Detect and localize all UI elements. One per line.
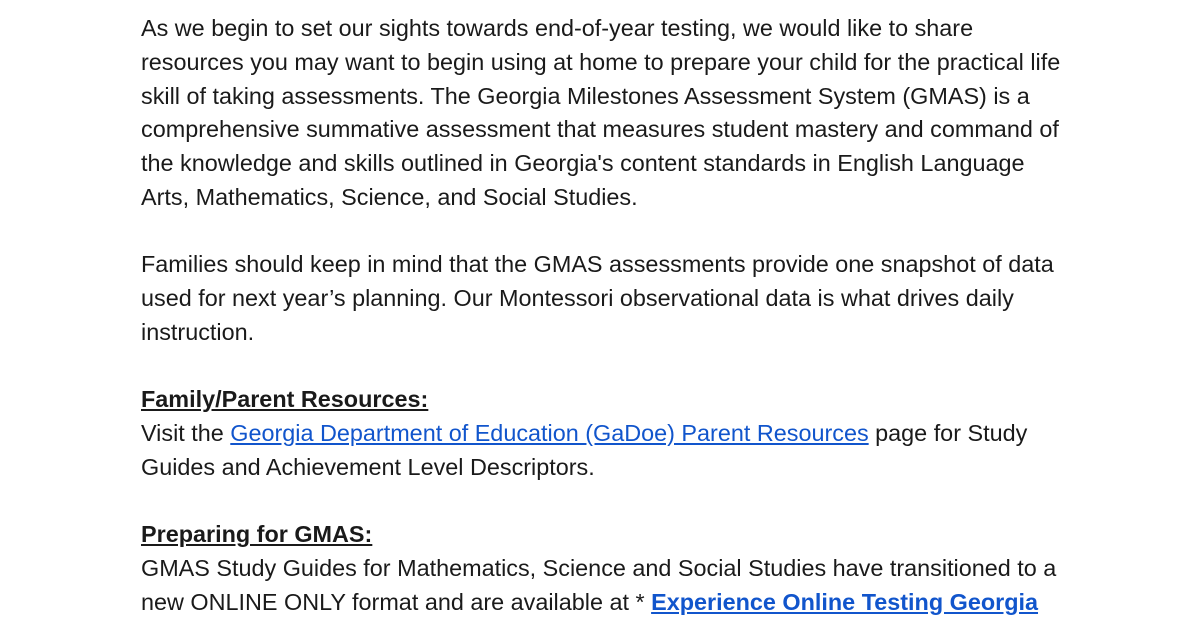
gadoe-parent-resources-link[interactable]: Georgia Department of Education (GaDoe) Parent Resources [230,420,869,446]
experience-online-testing-link[interactable]: Experience Online Testing Georgia [651,588,1039,615]
family-resources-text-after: page for Study Guides and Achievement Level Descriptors. [141,420,1028,480]
paragraph-spacer [141,485,1061,519]
paragraph-spacer [141,350,1061,384]
preparing-text-before: GMAS Study Guides for Mathematics, Science and Social Studies have transitioned to a new ONLINE ONLY format and are available at * [141,555,1057,615]
preparing-paragraph [141,552,1061,620]
family-resources-heading: Family/Parent Resources: [141,386,429,413]
intro-paragraph: As we begin to set our sights towards end-of-year testing, we would like to share resources you may want to begin using at home to prepare your child for the practical life skill of taking assessments. The Georgia Milestones Assessment System (GMAS) is a comprehensive summative assessment that measures student mastery and command of the knowledge and skills outlined in Georgia's content standards in English Language Arts, Mathematics, Science, and Social Studies. [141,15,1061,210]
family-resources-text-before: Visit the [141,420,231,446]
document-body [141,12,1061,620]
preparing-heading: Preparing for GMAS: [141,521,373,548]
paragraph-spacer [141,215,1061,249]
families-paragraph: Families should keep in mind that the GMAS assessments provide one snapshot of data used for next year’s planning. Our Montessori observational data is what drives daily instruction. [141,251,1054,345]
family-resources-paragraph [141,417,1061,485]
